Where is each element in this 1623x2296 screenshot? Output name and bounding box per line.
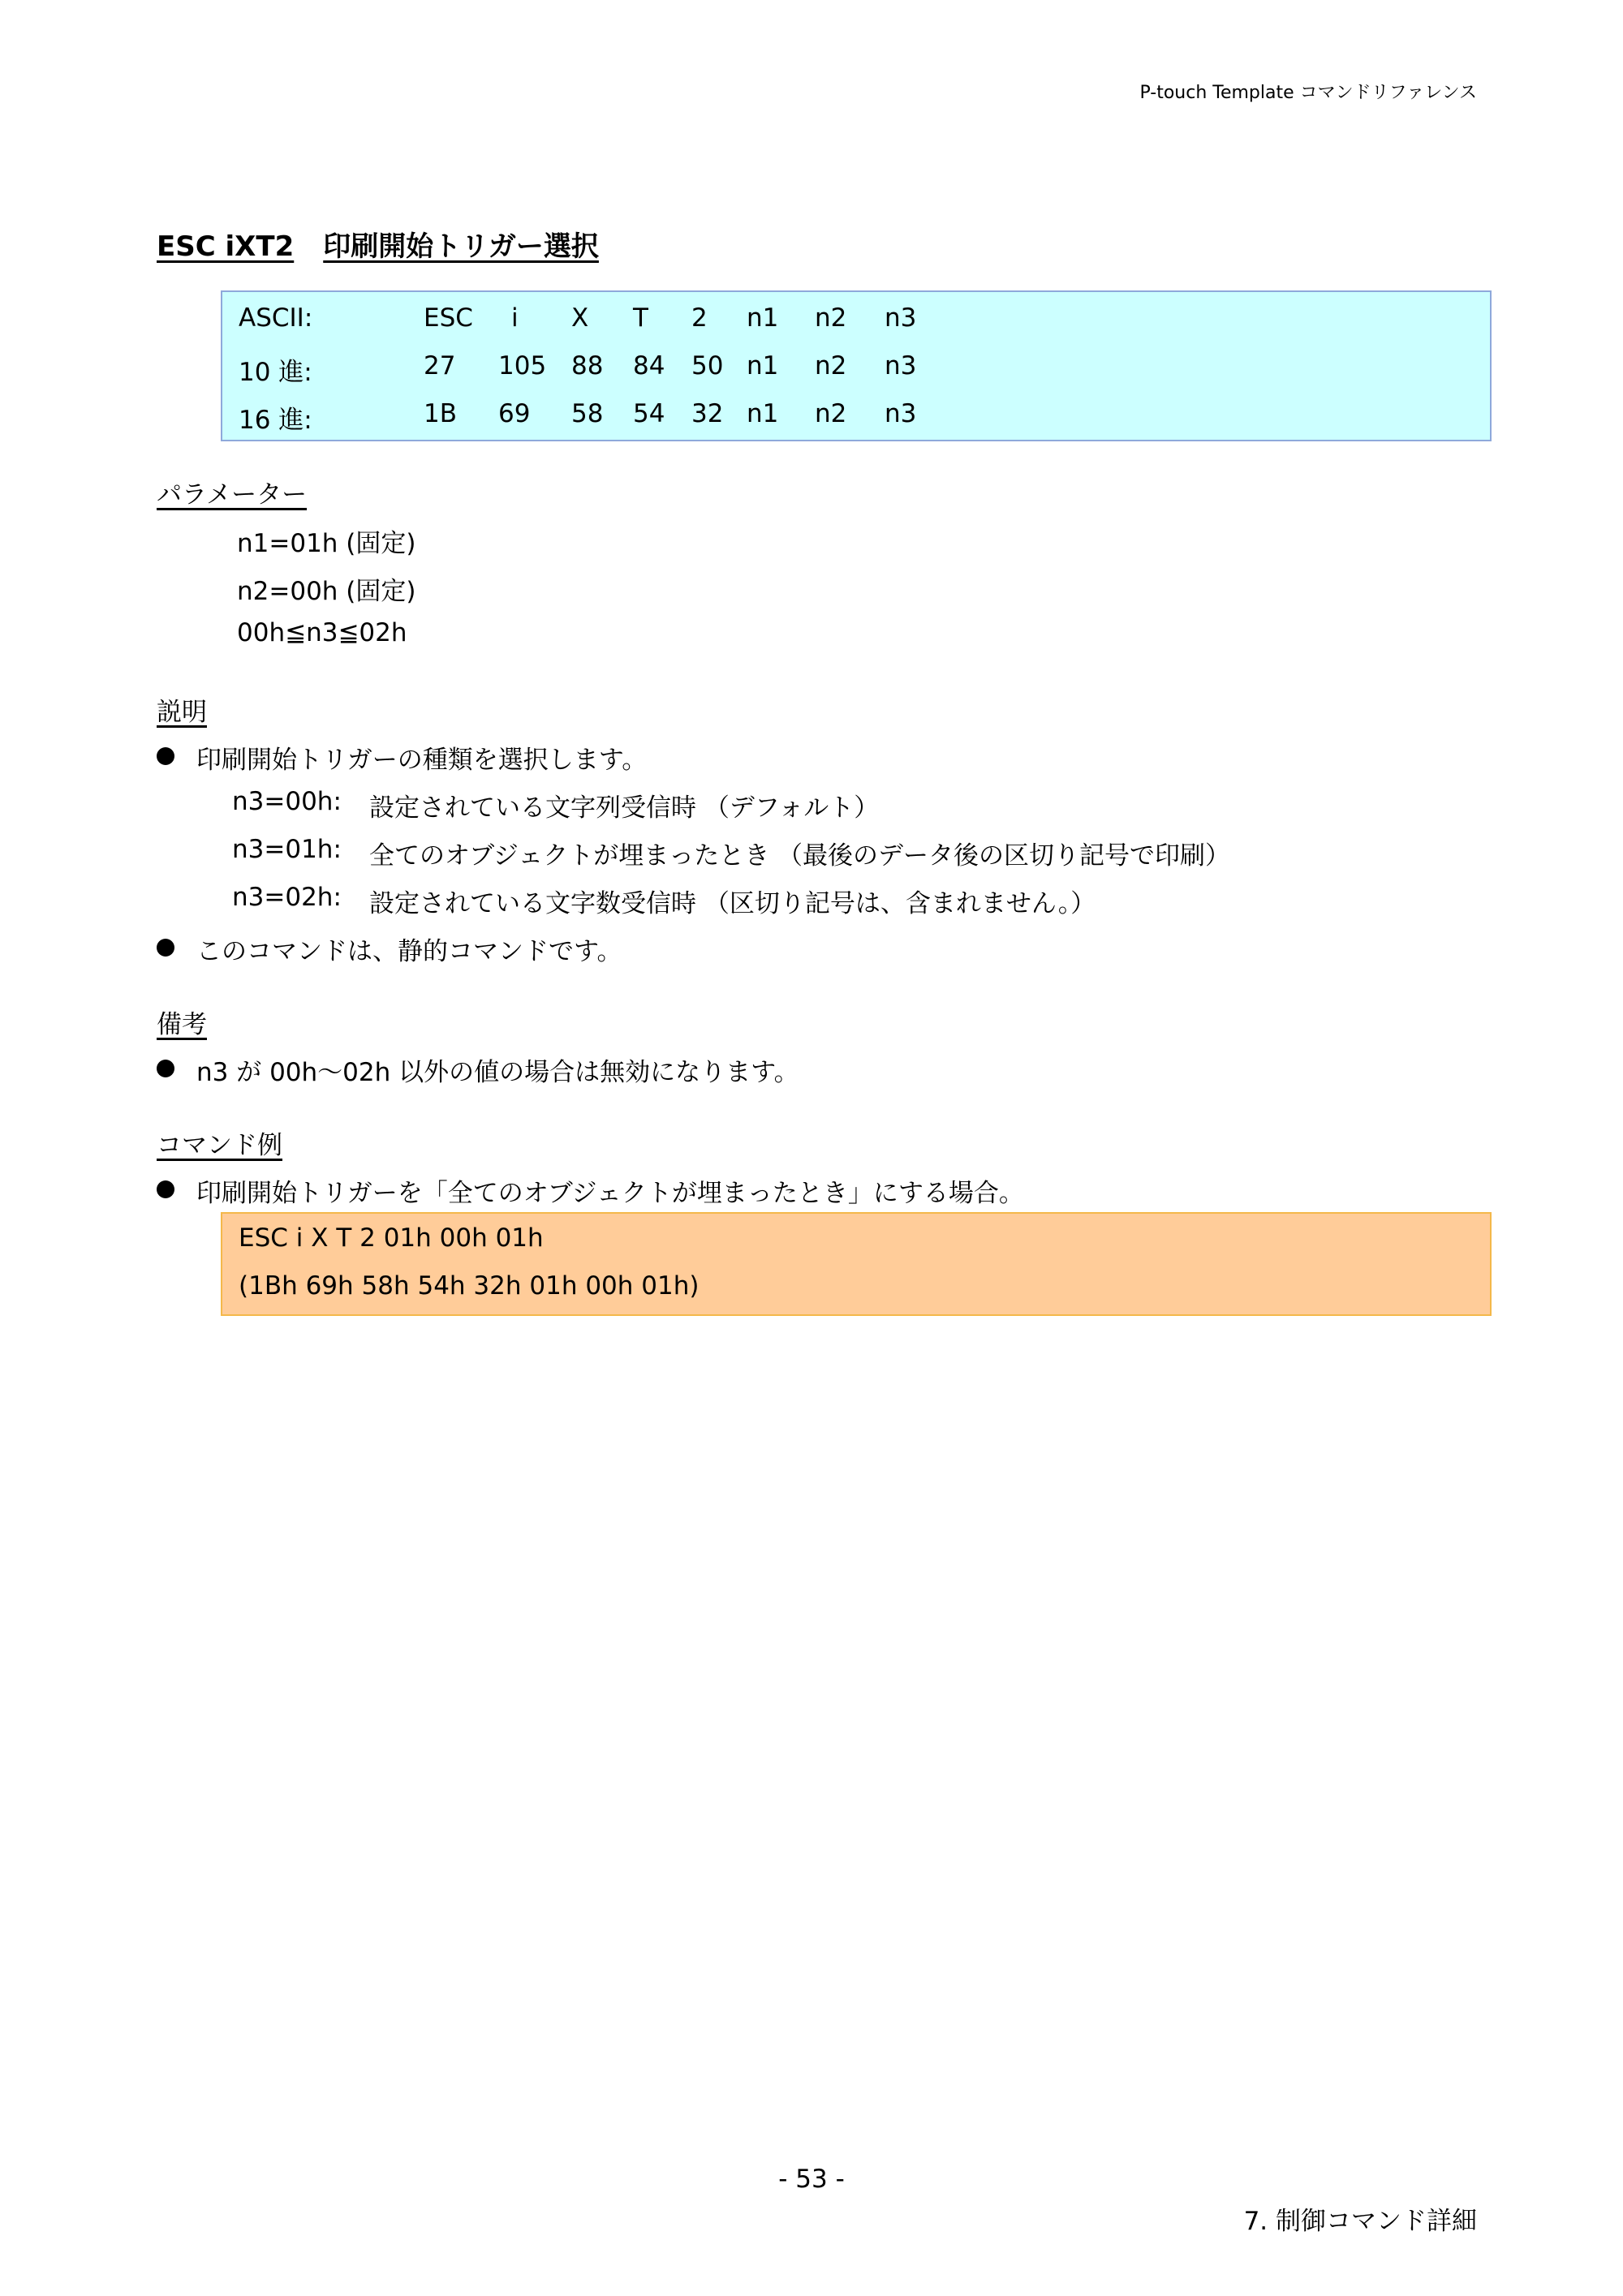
cell: 1B — [424, 399, 457, 428]
cell: X — [571, 303, 589, 333]
cell: 105 — [498, 351, 547, 381]
cell: 88 — [571, 351, 604, 381]
chapter-footer: 7. 制御コマンド詳細 — [1243, 2207, 1477, 2236]
page-number: - 53 - — [778, 2165, 845, 2194]
cell: 69 — [498, 399, 531, 428]
notes-bullet: n3 が 00h〜02h 以外の値の場合は無効になります。 — [196, 1058, 799, 1087]
option-key: n3=02h: — [232, 883, 342, 912]
option-text: 全てのオブジェクトが埋まったとき （最後のデータ後の区切り記号で印刷） — [369, 841, 1231, 871]
cell: 58 — [571, 399, 604, 428]
bullet-icon — [157, 939, 174, 957]
cell: n3 — [885, 303, 917, 333]
params-heading: パラメーター — [157, 480, 308, 510]
cell: 32 — [691, 399, 724, 428]
example-code: ESC i X T 2 01h 00h 01h — [239, 1223, 544, 1253]
description-bullet: 印刷開始トリガーの種類を選択します。 — [196, 746, 648, 775]
param-line: n1=01h (固定) — [237, 529, 416, 558]
section-title — [157, 224, 599, 264]
option-key: n3=01h: — [232, 835, 342, 864]
example-bullet: 印刷開始トリガーを「全てのオブジェクトが埋まったとき」にする場合。 — [196, 1179, 1024, 1208]
cell: n1 — [747, 399, 779, 428]
running-header: P-touch Template コマンドリファレンス — [1139, 83, 1477, 103]
cell: 50 — [691, 351, 724, 381]
bullet-icon — [157, 1060, 174, 1077]
option-text: 設定されている文字列受信時 （デフォルト） — [369, 793, 880, 823]
description-bullet: このコマンドは、静的コマンドです。 — [196, 937, 622, 966]
bullet-icon — [157, 1180, 174, 1198]
cell: 27 — [424, 351, 456, 381]
cell: n3 — [885, 399, 917, 428]
command-table — [221, 290, 1492, 441]
row-label: ASCII: — [239, 303, 313, 333]
cell: n3 — [885, 351, 917, 381]
example-hex: (1Bh 69h 58h 54h 32h 01h 00h 01h) — [239, 1271, 700, 1301]
cell: 84 — [633, 351, 665, 381]
cell: ESC — [424, 303, 473, 333]
bullet-icon — [157, 747, 174, 765]
cell: n1 — [747, 303, 779, 333]
param-line: 00h≦n3≦02h — [237, 618, 407, 647]
cell: n2 — [815, 351, 847, 381]
cell: T — [633, 303, 648, 333]
description-heading: 説明 — [157, 698, 207, 727]
param-line: n2=00h (固定) — [237, 577, 416, 606]
option-text: 設定されている文字数受信時 （区切り記号は、含まれません。） — [369, 889, 1096, 918]
command-code: ESC iXT2 — [157, 230, 295, 263]
example-box — [221, 1212, 1492, 1316]
row-label: 16 進: — [239, 406, 312, 435]
row-label: 10 進: — [239, 358, 312, 387]
cell: 54 — [633, 399, 665, 428]
cell: 2 — [691, 303, 708, 333]
cell: n1 — [747, 351, 779, 381]
cell: i — [511, 303, 519, 333]
command-name: 印刷開始トリガー選択 — [323, 230, 599, 263]
notes-heading: 備考 — [157, 1010, 207, 1039]
example-heading: コマンド例 — [157, 1131, 282, 1160]
cell: n2 — [815, 399, 847, 428]
option-key: n3=00h: — [232, 787, 342, 816]
cell: n2 — [815, 303, 847, 333]
